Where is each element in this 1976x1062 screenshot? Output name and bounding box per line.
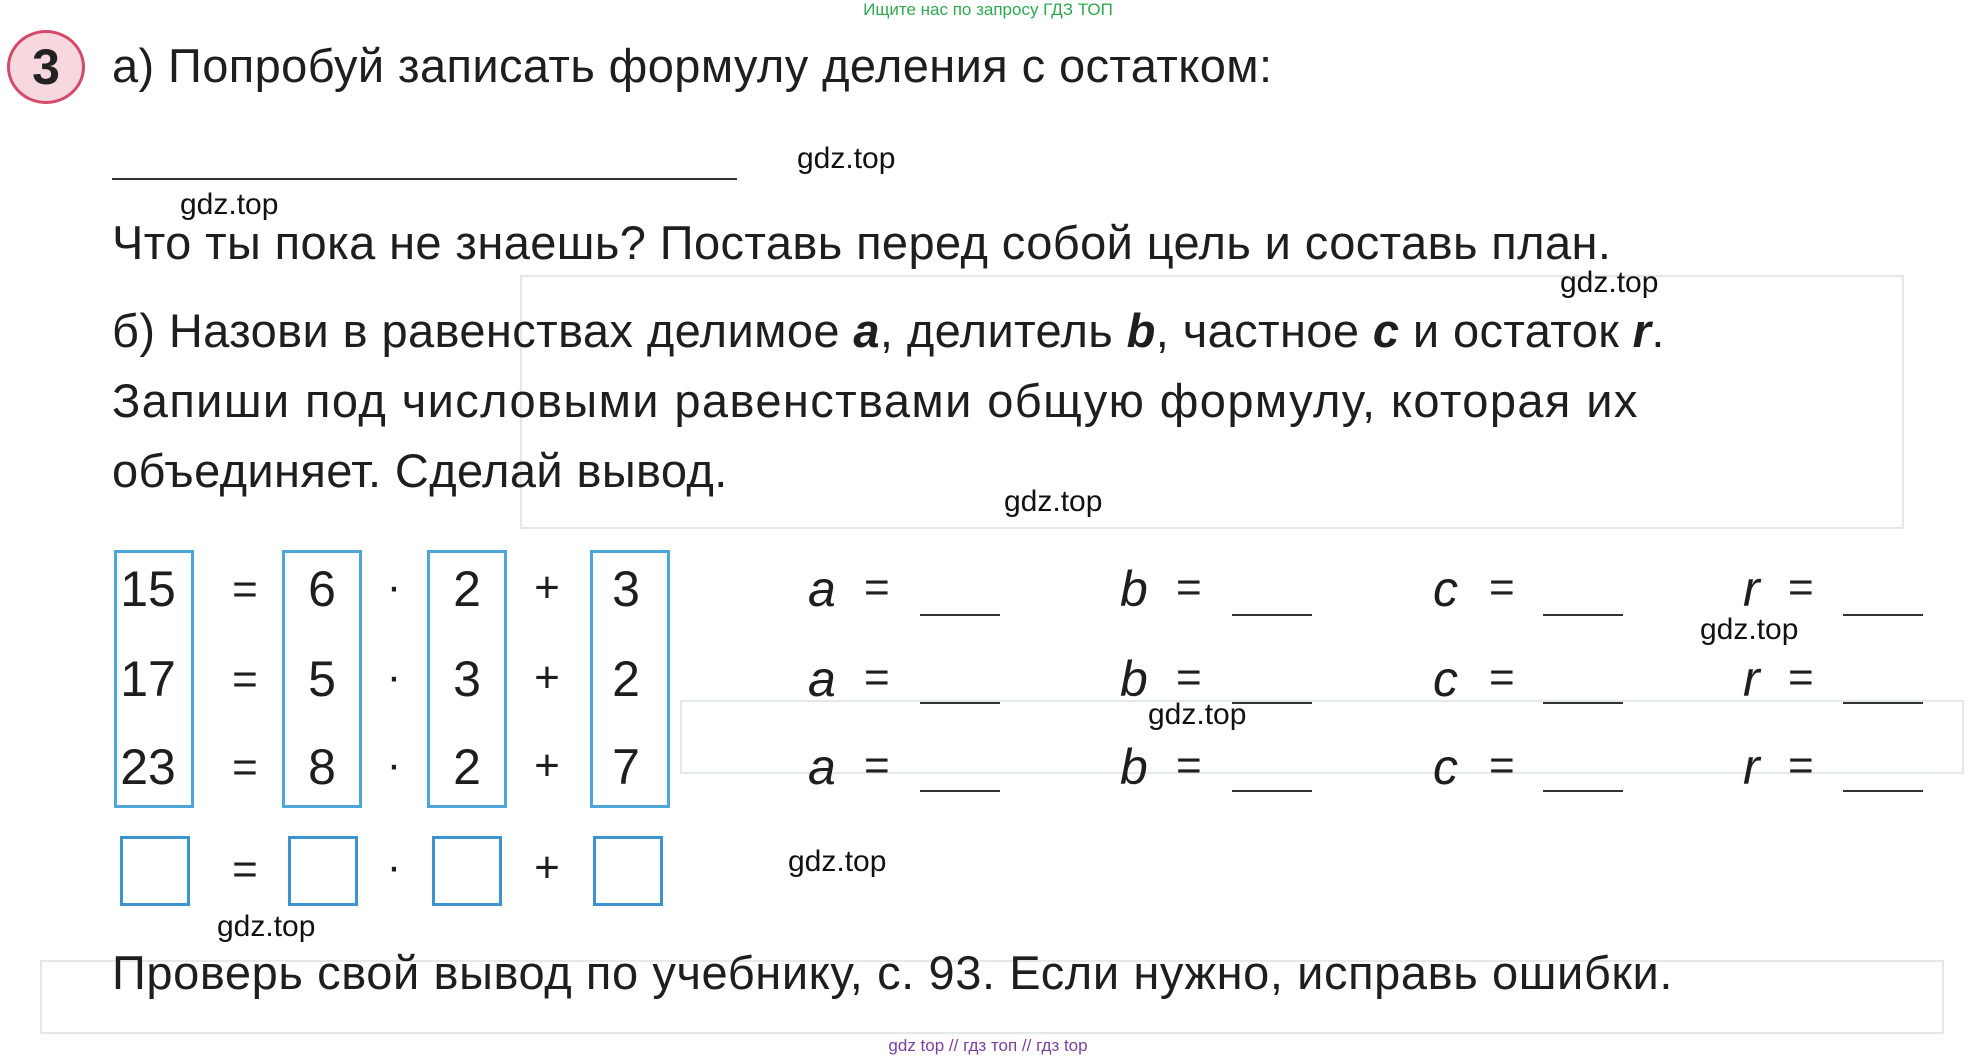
dividend-2: 17 xyxy=(120,651,176,707)
equals-sign: = xyxy=(1176,741,1202,790)
remainder-1: 3 xyxy=(612,561,640,617)
answer-blank-a[interactable] xyxy=(920,702,1000,704)
plus-sign: + xyxy=(534,563,560,612)
answer-blank-a[interactable] xyxy=(920,614,1000,616)
formula-box-r[interactable] xyxy=(593,836,663,906)
watermark: gdz.top xyxy=(788,845,887,878)
part-b-text: б) Назови в равенствах делимое a, делитель b, частное c и остаток r. xyxy=(112,304,1665,357)
answer-blank-r[interactable] xyxy=(1843,702,1923,704)
answer-blank-r[interactable] xyxy=(1843,790,1923,792)
remainder-3: 7 xyxy=(612,739,640,795)
equals-sign: = xyxy=(232,655,258,704)
formula-box-b[interactable] xyxy=(288,836,358,906)
watermark: gdz.top xyxy=(217,910,316,943)
equals-sign: = xyxy=(1489,653,1515,702)
equals-sign: = xyxy=(232,565,258,614)
var-c-label: c xyxy=(1433,651,1458,707)
quotient-1: 2 xyxy=(453,561,481,617)
equals-sign: = xyxy=(1788,741,1814,790)
part-a-text: а) Попробуй записать формулу деления с остатком: xyxy=(112,39,1273,92)
equals-sign: = xyxy=(1176,563,1202,612)
var-r-label: r xyxy=(1743,561,1760,617)
var-a-label: a xyxy=(808,739,836,795)
equals-sign: = xyxy=(864,653,890,702)
part-a-question: Что ты пока не знаешь? Поставь перед собой цель и составь план. xyxy=(112,216,1612,269)
answer-blank-c[interactable] xyxy=(1543,790,1623,792)
dot-sign: · xyxy=(386,842,402,891)
watermark: gdz.top xyxy=(1004,485,1103,518)
var-r: r xyxy=(1632,304,1652,357)
divisor-2: 5 xyxy=(308,651,336,707)
var-c: c xyxy=(1372,304,1400,357)
equals-sign: = xyxy=(1788,563,1814,612)
var-b-label: b xyxy=(1120,739,1148,795)
plus-sign: + xyxy=(534,843,560,892)
task-number-badge: 3 xyxy=(7,30,85,104)
equals-sign: = xyxy=(864,741,890,790)
quotient-3: 2 xyxy=(453,739,481,795)
equals-sign: = xyxy=(232,743,258,792)
formula-box-a[interactable] xyxy=(120,836,190,906)
equals-sign: = xyxy=(1788,653,1814,702)
quotient-2: 3 xyxy=(453,651,481,707)
equals-sign: = xyxy=(864,563,890,612)
var-b: b xyxy=(1126,304,1156,357)
answer-blank-a[interactable] xyxy=(920,790,1000,792)
divisor-1: 6 xyxy=(308,561,336,617)
dot-sign: · xyxy=(386,740,402,789)
var-r-label: r xyxy=(1743,651,1760,707)
equals-sign: = xyxy=(1489,563,1515,612)
watermark: gdz.top xyxy=(1560,266,1659,299)
dividend-3: 23 xyxy=(120,739,176,795)
answer-blank-r[interactable] xyxy=(1843,614,1923,616)
answer-blank-b[interactable] xyxy=(1232,614,1312,616)
answer-blank-c[interactable] xyxy=(1543,614,1623,616)
top-banner[interactable]: Ищите нас по запросу ГДЗ ТОП xyxy=(863,0,1113,19)
var-c-label: c xyxy=(1433,561,1458,617)
var-r-label: r xyxy=(1743,739,1760,795)
watermark: gdz.top xyxy=(1700,613,1799,646)
watermark: gdz.top xyxy=(180,188,279,221)
dividend-1: 15 xyxy=(120,561,176,617)
plus-sign: + xyxy=(534,741,560,790)
check-instruction: Проверь свой вывод по учебнику, с. 93. Если нужно, исправь ошибки. xyxy=(112,946,1674,999)
var-a-label: a xyxy=(808,651,836,707)
answer-line xyxy=(112,178,737,180)
remainder-2: 2 xyxy=(612,651,640,707)
divisor-3: 8 xyxy=(308,739,336,795)
answer-blank-c[interactable] xyxy=(1543,702,1623,704)
part-b-line3: объединяет. Сделай вывод. xyxy=(112,444,728,497)
equals-sign: = xyxy=(232,845,258,894)
var-b-label: b xyxy=(1120,651,1148,707)
dot-sign: · xyxy=(386,652,402,701)
part-b-line2: Запиши под числовыми равенствами общую формулу, которая их xyxy=(112,374,1639,427)
var-a: a xyxy=(853,304,880,357)
var-a-label: a xyxy=(808,561,836,617)
var-b-label: b xyxy=(1120,561,1148,617)
formula-box-c[interactable] xyxy=(432,836,502,906)
var-c-label: c xyxy=(1433,739,1458,795)
plus-sign: + xyxy=(534,653,560,702)
bottom-banner[interactable]: gdz top // гдз топ // гдз top xyxy=(888,1036,1088,1055)
watermark: gdz.top xyxy=(1148,698,1247,731)
equals-sign: = xyxy=(1489,741,1515,790)
dot-sign: · xyxy=(386,562,402,611)
equals-sign: = xyxy=(1176,653,1202,702)
answer-blank-b[interactable] xyxy=(1232,790,1312,792)
watermark: gdz.top xyxy=(797,142,896,175)
